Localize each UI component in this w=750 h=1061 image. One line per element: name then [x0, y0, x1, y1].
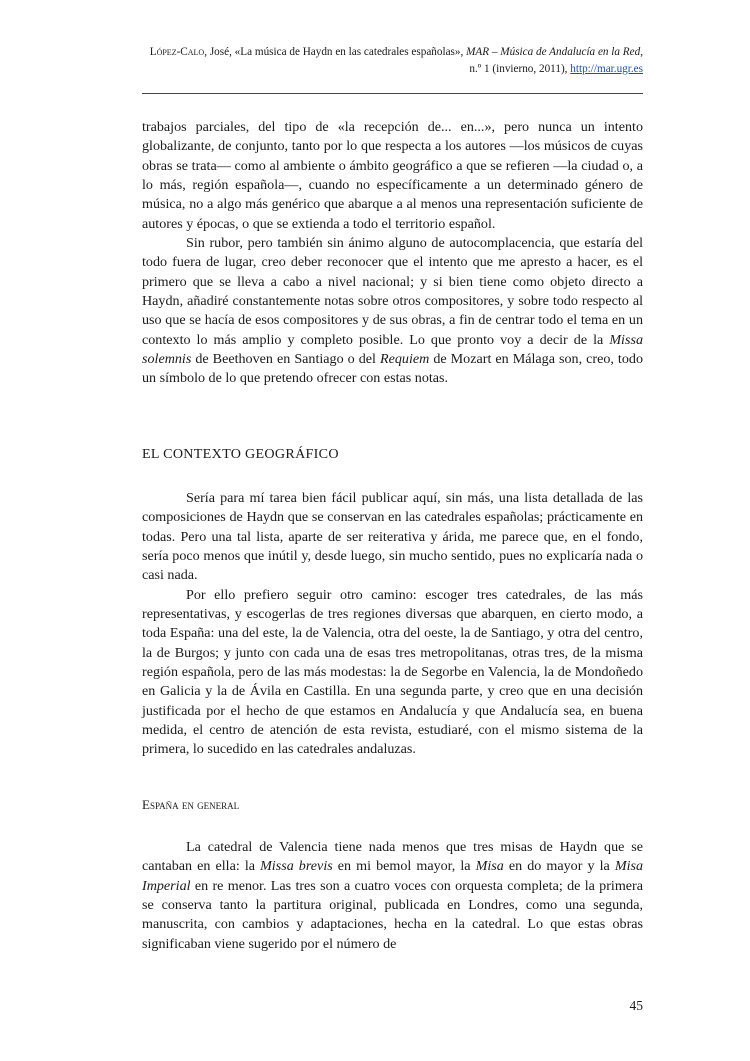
text-block-intro: [142, 118, 643, 389]
italic-title: Misa: [475, 858, 504, 875]
paragraph: Por ello prefiero seguir otro camino: escoger tres catedrales, de las más representativas, y escogerlas de tres regiones diversas que abarquen, en cierto modo, a toda España: una del este, la de Valencia, otra del oeste, la de Santiago, y otra del centro, la de Burgos; y junto con cada una de esas tres metropolitanas, otras tres, de la misma región española, pero de las más modestas: la de Segorbe en Valencia, la de Mondoñedo en Galicia y la de Ávila en Castilla. En una segunda parte, y creo que en una decisión justificada por el hecho de que estamos en Andalucía y que Andalucía sea, en buena medida, el centro de atención de esta revista, estudiaré, con el mismo sistema de la primera, lo sucedido en las catedrales andaluzas.: [142, 586, 643, 758]
subsection-heading: España en general: [142, 797, 240, 812]
header-rule: [142, 93, 643, 94]
header-citation: , José, «La música de Haydn en las catedrales españolas»,: [204, 46, 467, 58]
italic-title: Missa brevis: [260, 858, 333, 875]
header-url-link[interactable]: http://mar.ugr.es: [570, 63, 643, 75]
header-author: López-Calo: [149, 46, 205, 58]
paragraph: Sería para mí tarea bien fácil publicar aquí, sin más, una lista detallada de las composiciones de Haydn que se conservan en las catedrales españolas; prácticamente en todas. Pero una tal lista, aparte de ser reiterativa y árida, me parece que, en el fondo, sería poco menos que inútil y, desde luego, sin mucho sentido, pues no explicaría nada o casi nada.: [142, 490, 643, 584]
paragraph: trabajos parciales, del tipo de «la recepción de... en...», pero nunca un intento globalizante, de conjunto, tanto por lo que respecta a los autores —los músicos de cuyas obras se trata— como al ambiente o ámbito geográfico a que se refieren —la ciudad o, a lo más, región española—, cuando no específicamente a un determinado género de música, no a algo más genérico que abarque a al menos una representación suficiente de autores y épocas, o que se extienda a todo el territorio español.: [142, 119, 643, 232]
page-number: 45: [629, 998, 643, 1013]
running-header: [142, 44, 643, 78]
italic-title: Missa solemnis: [142, 331, 643, 368]
header-issue: , n.º 1 (invierno, 2011),: [469, 46, 643, 75]
italic-title: Misa Imperial: [142, 858, 644, 894]
text-block-geographic: [142, 489, 643, 760]
section-heading: EL CONTEXTO GEOGRÁFICO: [142, 446, 339, 462]
header-journal: MAR – Música de Andalucía en la Red: [466, 46, 641, 58]
italic-title: Requiem: [379, 351, 430, 368]
paragraph: La catedral de Valencia tiene nada menos que tres misas de Haydn que se cantaban en ella: la Missa brevis en mi bemol mayor, la Misa en do mayor y la Misa Imperial en re menor. Las tres son a cuatro voces con orquesta completa; de la primera se conserva tanto la partitura original, publicada en Londres, como una segunda, manuscrita, con cambios y adaptaciones, hecha en la catedral. Lo que estas obras significaban viene sugerido por el número de: [142, 839, 644, 952]
paragraph: Sin rubor, pero también sin ánimo alguno de autocomplacencia, que estaría del todo fuera de lugar, creo deber reconocer que el intento que me apresto a hacer, es el primero que se lleva a cabo a nivel nacional; y si bien tiene como objeto directo a Haydn, añadiré constantemente notas sobre otros compositores, y sobre todo respecto al uso que se hacía de esos compositores y de sus obras, a fin de centrar todo el tema en un contexto lo más amplio y completo posible. Lo que pronto voy a decir de la Missa solemnis de Beethoven en Santiago o del Requiem de Mozart en Málaga son, creo, todo un símbolo de lo que pretendo ofrecer con estas notas.: [142, 235, 643, 387]
text-block-spain: [142, 838, 643, 954]
header-line-1: [142, 44, 643, 78]
